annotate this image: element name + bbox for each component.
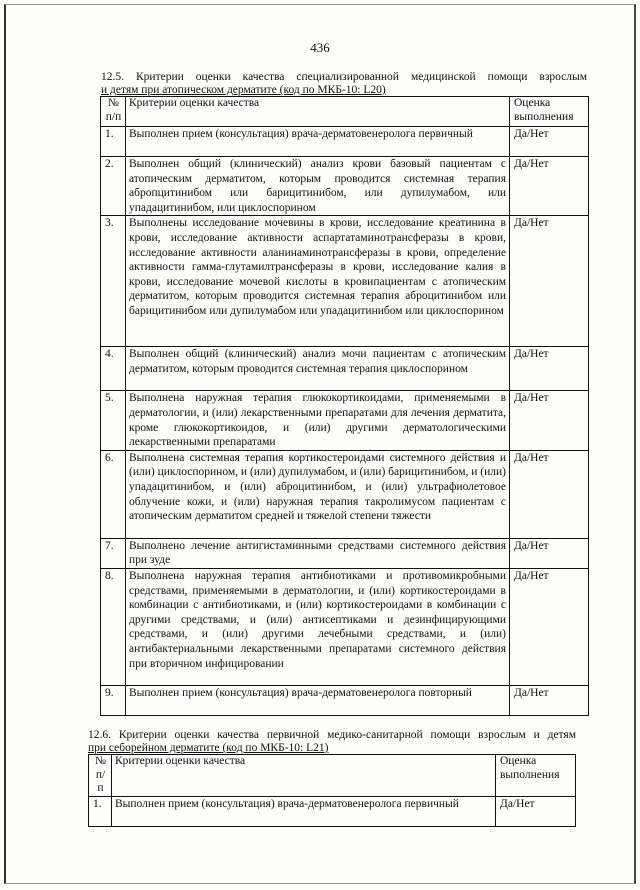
row-num: 9. bbox=[101, 685, 126, 715]
table-row bbox=[101, 685, 589, 715]
row-criterion: Выполнена системная терапия кортикостероидами системного действия и (или) циклоспорином, и (или) дупилумабом, и (или) барицитинибом, и (или) упадацитинибом, и (или) аброцитинибом, и (или) ультрафиолетовое облучение кожи, и (или) наружная терапия такролимусом пациентам с атопическим дерматитом средней и тяжелой степени тяжести bbox=[126, 450, 510, 538]
table-header-row bbox=[101, 97, 589, 127]
row-score: Да/Нет bbox=[510, 347, 589, 391]
table-row bbox=[101, 157, 589, 216]
row-score: Да/Нет bbox=[510, 391, 589, 450]
row-criterion: Выполнена наружная терапия антибиотиками и противомикробными средствами, применяемыми в дерматологии, и (или) кортикостероидами в комбинации с антибиотиками, и (или) кортикостероидами в комбинации с другими средствами, и (или) антисептиками и дезинфицирующими средствами, и (или) другими лечебными средствами, и (или) антибактериальными лекарственными препаратами системного действия при вторичном инфицировании bbox=[126, 568, 510, 685]
row-num: 5. bbox=[101, 391, 126, 450]
page-number: 436 bbox=[310, 40, 330, 55]
table-row bbox=[101, 568, 589, 685]
row-criterion: Выполнен прием (консультация) врача-дерматовенеролога повторный bbox=[126, 685, 510, 715]
row-score: Да/Нет bbox=[496, 796, 576, 826]
row-score: Да/Нет bbox=[510, 568, 589, 685]
header-num: № п/п bbox=[89, 755, 112, 797]
table-row bbox=[101, 391, 589, 450]
table-row bbox=[101, 538, 589, 568]
row-score: Да/Нет bbox=[510, 127, 589, 157]
row-num: 8. bbox=[101, 568, 126, 685]
table-row bbox=[101, 450, 589, 538]
row-score: Да/Нет bbox=[510, 450, 589, 538]
row-criterion: Выполнен прием (консультация) врача-дерматовенеролога первичный bbox=[112, 796, 496, 826]
row-criterion: Выполнен общий (клинический) анализ крови базовый пациентам с атопическим дерматитом, которым проводится системная терапия абропцитинибом или барицитинибом, или дупилумабом, или упадацитинибом, или циклоспорином bbox=[126, 157, 510, 216]
row-num: 1. bbox=[101, 127, 126, 157]
header-score: Оценка выполнения bbox=[510, 97, 589, 127]
table-header-row bbox=[89, 755, 576, 797]
section-title-line2: и детям при атопическом дерматите (код по МКБ-10: L20) bbox=[101, 84, 386, 96]
section-title bbox=[101, 71, 587, 97]
row-criterion: Выполнено лечение антигистаминными средствами системного действия при зуде bbox=[126, 538, 510, 568]
row-score: Да/Нет bbox=[510, 216, 589, 347]
table-row bbox=[89, 796, 576, 826]
criteria-table bbox=[100, 96, 589, 716]
section-title bbox=[88, 729, 576, 755]
header-criteria: Критерии оценки качества bbox=[112, 755, 496, 797]
row-num: 6. bbox=[101, 450, 126, 538]
row-criterion: Выполнен прием (консультация) врача-дерматовенеролога первичный bbox=[126, 127, 510, 157]
section-title-line1: 12.5. Критерии оценки качества специализированной медицинской помощи взрослым bbox=[101, 71, 587, 83]
row-score: Да/Нет bbox=[510, 538, 589, 568]
row-criterion: Выполнен общий (клинический) анализ мочи пациентам с атопическим дерматитом, которым проводится системная терапия циклоспорином bbox=[126, 347, 510, 391]
row-score: Да/Нет bbox=[510, 157, 589, 216]
criteria-table bbox=[88, 754, 576, 827]
row-criterion: Выполнена наружная терапия глюкокортикоидами, применяемыми в дерматологии, и (или) лекарственными препаратами для лечения дерматита, кроме глюкокортикоидов, и (или) другими дерматологическими лекарственными препаратами bbox=[126, 391, 510, 450]
header-score: Оценка выполнения bbox=[496, 755, 576, 797]
row-criterion: Выполнены исследование мочевины в крови, исследование креатинина в крови, исследование активности аспартатаминотрансферазы в крови, исследование активности аланинаминотрансферазы в крови, определение активности гамма-глутамилтрансферазы в крови, исследование калия в крови, исследование мочевой кислоты в кровипациентам с атопическим дерматитом, которым проводится системная терапия аброцитинибом или барицитинибом или дупилумабом или упадацитинибом или циклоспорином bbox=[126, 216, 510, 347]
table-row bbox=[101, 347, 589, 391]
section-title-line2: при себорейном дерматите (код по МКБ-10: L21) bbox=[88, 742, 329, 754]
row-num: 7. bbox=[101, 538, 126, 568]
table-row bbox=[101, 127, 589, 157]
row-score: Да/Нет bbox=[510, 685, 589, 715]
table-row bbox=[101, 216, 589, 347]
section-title-line1: 12.6. Критерии оценки качества первичной медико-санитарной помощи взрослым и детям bbox=[88, 729, 576, 741]
row-num: 2. bbox=[101, 157, 126, 216]
row-num: 4. bbox=[101, 347, 126, 391]
header-criteria: Критерии оценки качества bbox=[126, 97, 510, 127]
row-num: 1. bbox=[89, 796, 112, 826]
row-num: 3. bbox=[101, 216, 126, 347]
header-num: № п/п bbox=[101, 97, 126, 127]
